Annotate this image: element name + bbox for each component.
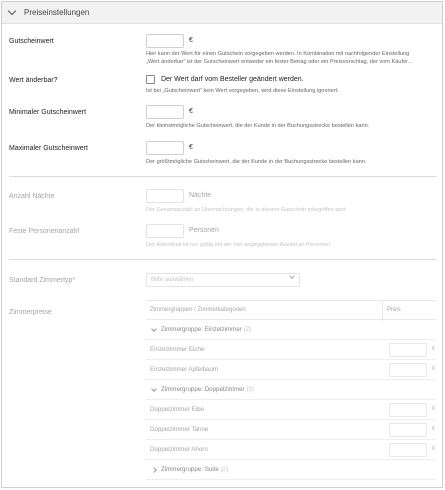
section-divider bbox=[9, 259, 437, 260]
price-settings-panel bbox=[1, 1, 443, 488]
column-header-name: Zimmergruppen / Zimmerkategorien bbox=[150, 307, 246, 313]
persons-input[interactable] bbox=[146, 224, 184, 238]
room-name: Doppelzimmer Tanne bbox=[150, 426, 209, 433]
room-price-currency: € bbox=[432, 446, 436, 452]
max-value-currency: € bbox=[189, 144, 193, 151]
room-name: Einzelzimmer Apfelbaum bbox=[150, 366, 219, 373]
value-changeable-checkbox[interactable] bbox=[146, 75, 155, 84]
min-value-input[interactable] bbox=[146, 105, 184, 119]
nights-help: Der Gesamtanzahl an Übernachtungen, die in diesem Gutschein inbegriffen sind. bbox=[146, 207, 348, 213]
room-group-row[interactable]: Zimmergruppe: Suite (2) bbox=[146, 460, 436, 480]
room-name: Doppelzimmer Eibe bbox=[150, 406, 204, 413]
voucher-value-currency: € bbox=[189, 37, 193, 44]
chevron-right-icon[interactable] bbox=[151, 467, 157, 473]
chevron-down-icon[interactable] bbox=[151, 326, 157, 332]
panel-header[interactable] bbox=[2, 2, 442, 24]
chevron-down-icon[interactable] bbox=[8, 7, 16, 15]
room-price-input[interactable] bbox=[389, 343, 427, 357]
room-prices-table bbox=[146, 300, 436, 480]
room-price-input[interactable] bbox=[389, 443, 427, 457]
value-changeable-checkbox-label[interactable]: Der Wert darf vom Besteller geändert werden. bbox=[160, 76, 304, 83]
room-price-currency: € bbox=[432, 426, 436, 432]
chevron-down-icon[interactable] bbox=[151, 386, 157, 392]
room-name: Einzelzimmer Eiche bbox=[150, 346, 205, 353]
persons-help: Der Aufenthalt ist nur gültig mit der hier angegebenen Anzahl an Personen. bbox=[146, 242, 332, 248]
room-prices-label: Zimmerpreise bbox=[9, 309, 52, 316]
nights-suffix: Nächte bbox=[189, 192, 212, 199]
column-header-price: Preis bbox=[387, 307, 401, 313]
voucher-value-help: Hier kann der Wert für einen Gutschein vorgegeben werden. In Kombination mit nachfolgender Einstellung „Wert änderbar“ ist der Gutscheinwert entweder ein fester Betrag oder ein Preisvorschlag, der vom Käufer… bbox=[146, 51, 414, 65]
room-type-label: Standard Zimmertyp* bbox=[9, 277, 76, 284]
value-changeable-help: Ist bei „Gutscheinwert“ kein Wert vorgegeben, wird diese Einstellung ignoriert. bbox=[146, 88, 339, 94]
room-price-currency: € bbox=[432, 346, 436, 352]
table-row bbox=[146, 420, 436, 440]
value-changeable-label: Wert änderbar? bbox=[9, 77, 58, 84]
persons-label: Feste Personenanzahl bbox=[9, 228, 80, 235]
chevron-down-icon bbox=[289, 273, 295, 279]
nights-input[interactable] bbox=[146, 189, 184, 203]
voucher-value-input[interactable] bbox=[146, 34, 184, 48]
max-value-label: Maximaler Gutscheinwert bbox=[9, 145, 88, 152]
room-price-currency: € bbox=[432, 366, 436, 372]
table-row bbox=[146, 360, 436, 380]
panel-title: Preiseinstellungen bbox=[24, 8, 90, 17]
room-name: Doppelzimmer Ahorn bbox=[150, 446, 208, 453]
max-value-help: Der größtmögliche Gutscheinwert, die der Kunde in der Buchungsstrecke bestellen kann. bbox=[146, 159, 367, 165]
section-divider bbox=[9, 176, 437, 177]
persons-suffix: Personen bbox=[189, 227, 219, 234]
room-price-input[interactable] bbox=[389, 423, 427, 437]
room-type-placeholder: Bitte auswählen bbox=[151, 277, 194, 283]
room-price-input[interactable] bbox=[389, 403, 427, 417]
room-price-currency: € bbox=[432, 406, 436, 412]
max-value-input[interactable] bbox=[146, 141, 184, 155]
table-row bbox=[146, 440, 436, 460]
nights-label: Anzahl Nächte bbox=[9, 193, 55, 200]
min-value-label: Minimaler Gutscheinwert bbox=[9, 109, 87, 116]
min-value-currency: € bbox=[189, 108, 193, 115]
table-row bbox=[146, 340, 436, 360]
room-price-input[interactable] bbox=[389, 363, 427, 377]
min-value-help: Der kleinstmögliche Gutscheinwert, die der Kunde in der Buchungsstrecke bestellen kann. bbox=[146, 123, 370, 129]
table-row bbox=[146, 400, 436, 420]
room-group-row[interactable]: Zimmergruppe: Einzelzimmer (2) bbox=[146, 320, 436, 340]
room-group-row[interactable]: Zimmergruppe: Doppelzimmer (3) bbox=[146, 380, 436, 400]
room-type-select[interactable] bbox=[146, 273, 300, 287]
voucher-value-label: Gutscheinwert bbox=[9, 38, 54, 45]
table-header bbox=[146, 300, 436, 320]
